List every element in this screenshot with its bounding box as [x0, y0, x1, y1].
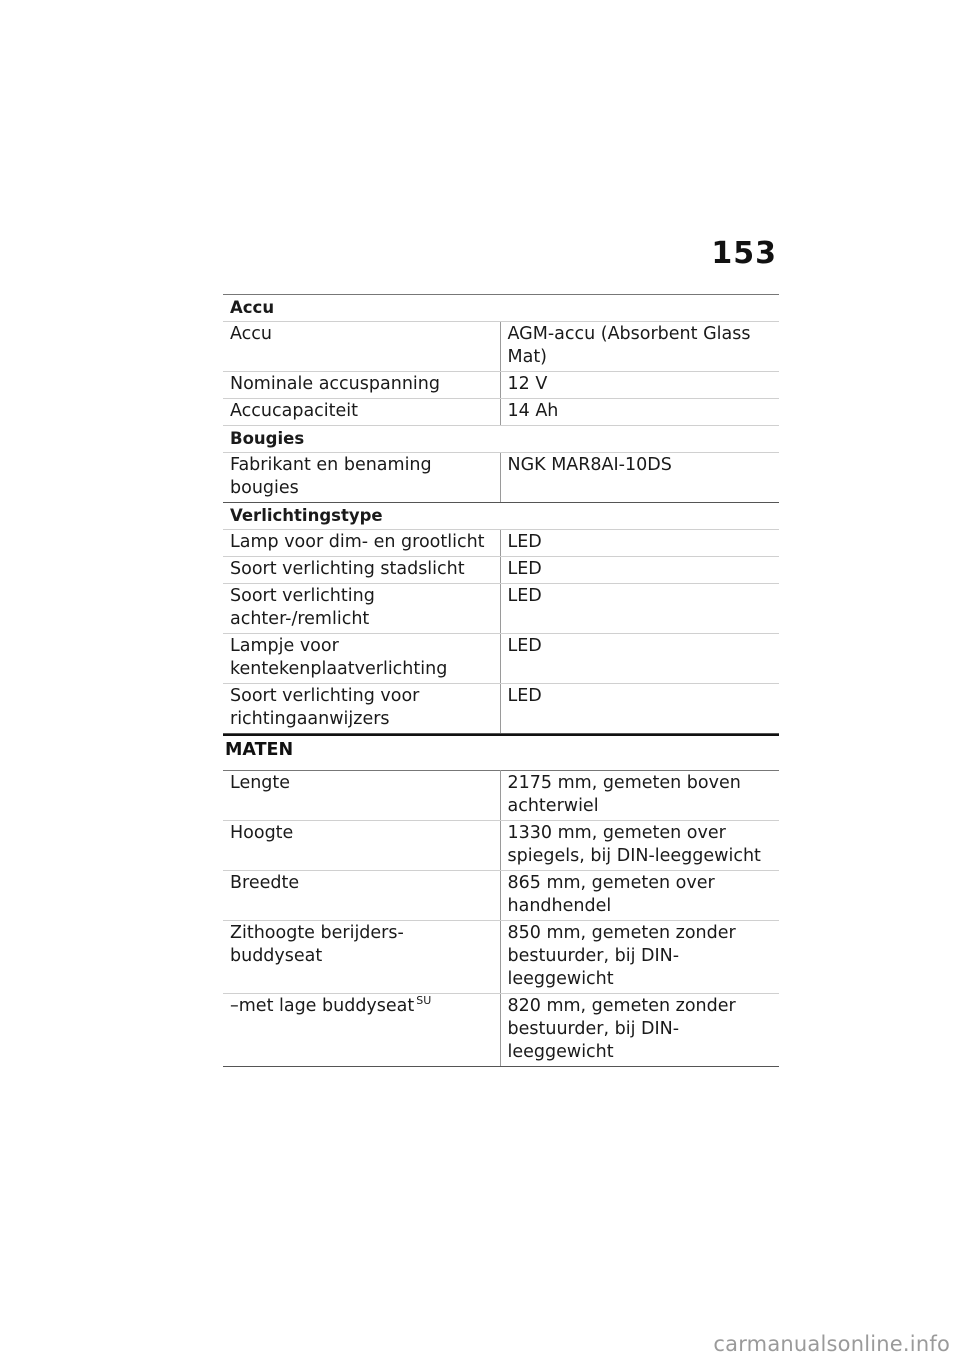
table-row [223, 684, 779, 734]
table-row [223, 634, 779, 684]
row-label: Hoogte [223, 821, 500, 871]
row-label: Soort verlichting stadslicht [223, 557, 500, 584]
variant-superscript: SU [416, 994, 432, 1007]
row-value: AGM-accu (Absorbent Glass Mat) [500, 322, 779, 372]
row-label-cell [223, 994, 500, 1067]
row-value: NGK MAR8AI-10DS [500, 453, 779, 503]
specifications-block [223, 294, 779, 734]
row-label: Soort verlichting voor richtingaanwijzers [223, 684, 500, 734]
row-value: 12 V [500, 372, 779, 399]
row-label: Lamp voor dim- en grootlicht [223, 530, 500, 557]
row-value: 850 mm, gemeten zonder bestuurder, bij DIN-leeggewicht [500, 921, 779, 994]
row-label: Lampje voor kentekenplaatverlichting [223, 634, 500, 684]
page-number: 153 [711, 236, 777, 271]
group-title-accu: Accu [223, 295, 779, 322]
table-row [223, 921, 779, 994]
row-label: Accu [223, 322, 500, 372]
row-label: Fabrikant en benaming bougies [223, 453, 500, 503]
table-row [223, 821, 779, 871]
row-value: LED [500, 557, 779, 584]
group-title-verlichtingstype: Verlichtingstype [223, 503, 779, 530]
watermark: carmanualsonline.info [713, 1332, 950, 1356]
table-row [223, 771, 779, 821]
table-row [223, 530, 779, 557]
row-value: LED [500, 584, 779, 634]
table-row [223, 399, 779, 426]
section-heading-maten: MATEN [223, 734, 779, 770]
row-value: 2175 mm, gemeten boven achterwiel [500, 771, 779, 821]
group-header-row [223, 426, 779, 453]
row-label: Soort verlichting achter-/remlicht [223, 584, 500, 634]
table-row [223, 453, 779, 503]
row-value: LED [500, 684, 779, 734]
row-value: 865 mm, gemeten over handhendel [500, 871, 779, 921]
group-header-row [223, 503, 779, 530]
table-row [223, 557, 779, 584]
row-label: Breedte [223, 871, 500, 921]
table-row [223, 372, 779, 399]
row-label: Nominale accuspanning [223, 372, 500, 399]
table-row [223, 871, 779, 921]
row-value: 1330 mm, gemeten over spiegels, bij DIN-leeggewicht [500, 821, 779, 871]
row-value: LED [500, 530, 779, 557]
group-header-row [223, 295, 779, 322]
specifications-table [223, 294, 779, 734]
group-title-bougies: Bougies [223, 426, 779, 453]
row-label: –met lage buddyseat [230, 996, 415, 1016]
table-row [223, 994, 779, 1067]
table-row [223, 584, 779, 634]
row-value: 820 mm, gemeten zonder bestuurder, bij DIN-leeggewicht [500, 994, 779, 1067]
row-value: 14 Ah [500, 399, 779, 426]
maten-table [223, 770, 779, 1067]
row-label: Accucapaciteit [223, 399, 500, 426]
row-label: Lengte [223, 771, 500, 821]
maten-section [223, 734, 779, 1067]
table-row [223, 322, 779, 372]
row-label: Zithoogte berijders-buddyseat [223, 921, 500, 994]
row-value: LED [500, 634, 779, 684]
